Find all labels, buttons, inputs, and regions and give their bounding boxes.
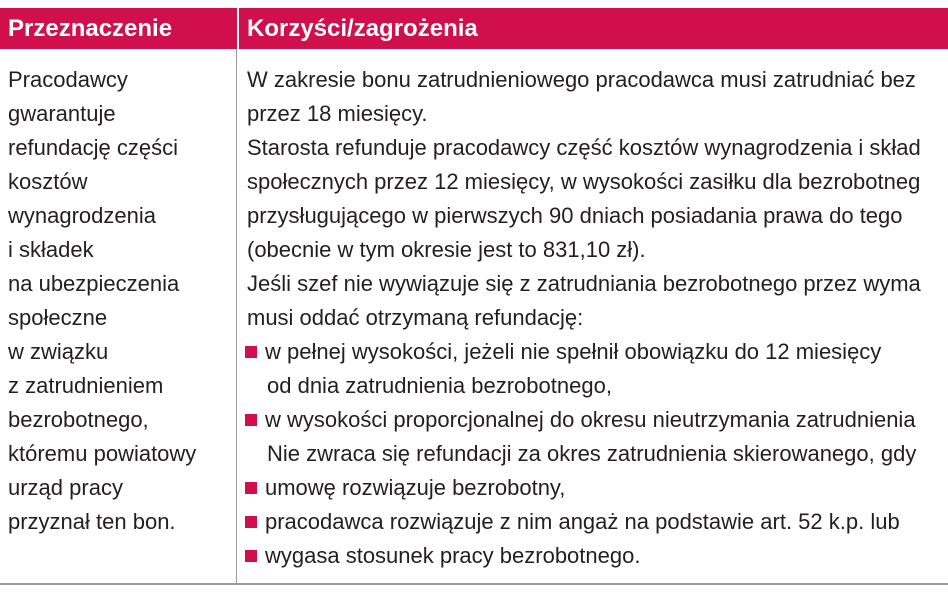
benefits-line: Jeśli szef nie wywiązuje się z zatrudniania bezrobotnego przez wyma bbox=[247, 271, 921, 296]
list-item-text: w wysokości proporcjonalnej do okresu nieutrzymania zatrudnienia bbox=[265, 407, 916, 432]
list-item bbox=[245, 335, 948, 369]
purpose-line: w związku bbox=[8, 339, 109, 364]
purpose-line: i składek bbox=[8, 237, 94, 262]
list-item-text: umowę rozwiązuje bezrobotny, bbox=[265, 475, 566, 500]
benefits-line: społecznych przez 12 miesięcy, w wysokości zasiłku dla bezrobotneg bbox=[247, 169, 921, 194]
table-header bbox=[0, 8, 948, 49]
benefits-line: W zakresie bonu zatrudnieniowego pracodawca musi zatrudniać bez bbox=[247, 67, 916, 92]
benefits-line: musi oddać otrzymaną refundację: bbox=[247, 305, 584, 330]
purpose-line: społeczne bbox=[8, 305, 108, 330]
benefits-line: (obecnie w tym okresie jest to 831,10 zł). bbox=[247, 237, 646, 262]
purpose-line: Pracodawcy bbox=[8, 67, 128, 92]
benefits-line: przez 18 miesięcy. bbox=[247, 101, 428, 126]
info-table bbox=[0, 8, 948, 585]
header-benefits-risks: Korzyści/zagrożenia bbox=[237, 8, 948, 49]
square-bullet-icon bbox=[245, 482, 257, 494]
list-item-text: wygasa stosunek pracy bezrobotnego. bbox=[265, 543, 641, 568]
benefits-line: Starosta refunduje pracodawcy część kosztów wynagrodzenia i skład bbox=[247, 135, 921, 160]
purpose-line: z zatrudnieniem bbox=[8, 373, 164, 398]
purpose-line: kosztów bbox=[8, 169, 88, 194]
square-bullet-icon bbox=[245, 550, 257, 562]
list-item bbox=[245, 539, 948, 573]
list-item-text: pracodawca rozwiązuje z nim angaż na podstawie art. 52 k.p. lub bbox=[265, 509, 900, 534]
purpose-line: gwarantuje bbox=[8, 101, 116, 126]
purpose-line: refundację części bbox=[8, 135, 178, 160]
square-bullet-icon bbox=[245, 414, 257, 426]
square-bullet-icon bbox=[245, 346, 257, 358]
purpose-line: bezrobotnego, bbox=[8, 407, 149, 432]
purpose-line: przyznał ten bon. bbox=[8, 509, 176, 534]
table-row bbox=[0, 49, 948, 583]
list-item-text: w pełnej wysokości, jeżeli nie spełnił obowiązku do 12 miesięcy bbox=[265, 339, 882, 364]
benefits-line: przysługującego w pierwszych 90 dniach posiadania prawa do tego bbox=[247, 203, 903, 228]
square-bullet-icon bbox=[245, 516, 257, 528]
purpose-line: urząd pracy bbox=[8, 475, 123, 500]
purpose-cell bbox=[0, 49, 237, 583]
list-item bbox=[245, 403, 948, 437]
purpose-line: któremu powiatowy bbox=[8, 441, 197, 466]
purpose-line: na ubezpieczenia bbox=[8, 271, 180, 296]
list-item bbox=[245, 505, 948, 539]
list-item bbox=[245, 471, 948, 505]
purpose-line: wynagrodzenia bbox=[8, 203, 156, 228]
list-item-continuation: od dnia zatrudnienia bezrobotnego, bbox=[267, 373, 612, 398]
list-item-continuation: Nie zwraca się refundacji za okres zatrudnienia skierowanego, gdy bbox=[267, 441, 917, 466]
header-purpose: Przeznaczenie bbox=[8, 15, 173, 42]
benefits-cell bbox=[237, 49, 948, 583]
